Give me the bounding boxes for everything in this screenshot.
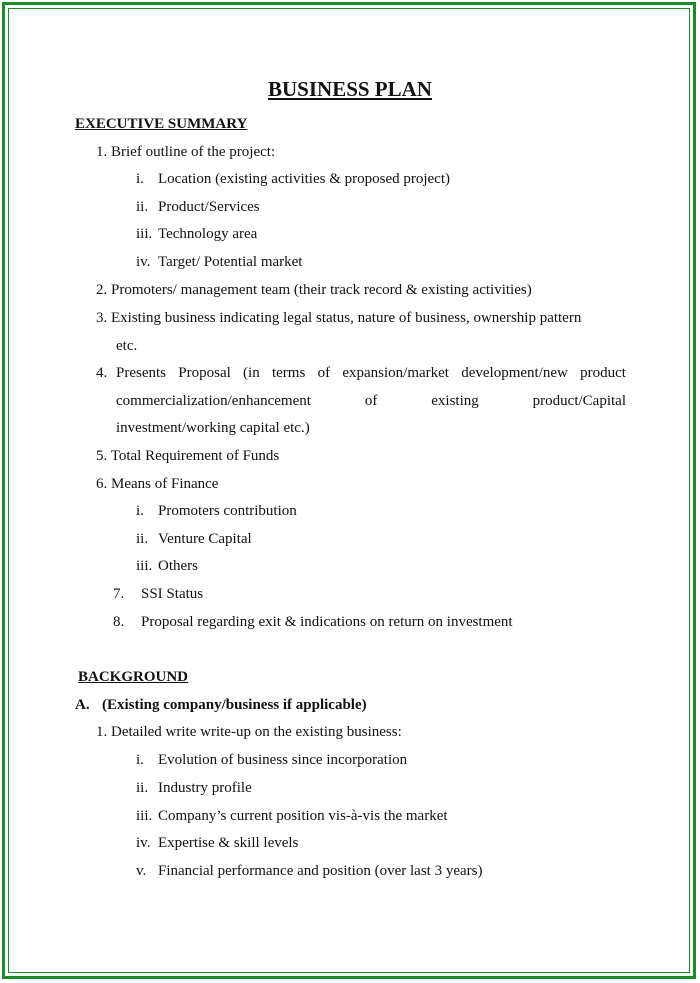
list-item [96,282,532,299]
sub-item-text: Target/ Potential market [158,254,303,270]
sub-item-number: ii. [136,531,149,547]
sub-list-item [136,226,257,243]
sub-list-item [136,863,482,880]
section-title: (Existing company/business if applicable) [102,697,367,713]
item-number: 4. [96,365,108,381]
word: existing [431,393,479,409]
list-item [96,448,279,465]
sub-list-item [136,531,252,548]
item-text-continuation: etc. [116,338,138,354]
sub-item-text: Product/Services [158,199,260,215]
sub-item-number: v. [136,863,147,879]
item-text: Detailed write write-up on the existing business: [111,724,402,740]
item-number: 1. [96,724,108,740]
sub-item-number: iv. [136,835,151,851]
item-text: Total Requirement of Funds [110,448,280,464]
list-item [113,586,203,603]
word: (in [243,365,260,381]
sub-list-item [136,808,448,825]
sub-item-text: Promoters contribution [158,503,297,519]
sub-item-text: Venture Capital [158,531,252,547]
word: Proposal [178,365,231,381]
title-text: BUSINESS PLAN [268,77,432,101]
sub-list-item [136,835,298,852]
sub-list-item [136,254,302,271]
sub-item-text: Technology area [158,226,258,242]
sub-list-item [136,558,198,575]
sub-item-number: i. [136,752,144,768]
item-text-line [116,393,626,410]
item-text: Brief outline of the project: [111,144,276,160]
sub-item-number: iii. [136,226,153,242]
item-number: 1. [96,144,108,160]
sub-item-number: iii. [136,558,153,574]
sub-item-number: iii. [136,808,153,824]
item-number: 3. [96,310,108,326]
sub-item-text: Location (existing activities & proposed project) [158,171,451,187]
word: product/Capital [532,393,626,409]
item-number: 6. [96,476,108,492]
sub-list-item [136,171,450,188]
item-text: Proposal regarding exit & indications on return on investment [141,614,513,630]
list-item [96,724,402,741]
word: of [364,393,378,409]
executive-summary-heading: EXECUTIVE SUMMARY [75,116,248,132]
item-text: Means of Finance [111,476,219,492]
sub-list-item [136,752,407,769]
word: terms [271,365,306,381]
sub-item-number: ii. [136,199,149,215]
sub-item-text: Company’s current position vis-à-vis the market [158,808,448,824]
item-number: 7. [113,586,125,602]
item-text-line [116,365,626,382]
sub-item-text: Expertise & skill levels [158,835,299,851]
sub-item-text: Financial performance and position (over last 3 years) [158,863,483,879]
section-a-heading [75,697,367,714]
sub-list-item [136,503,297,520]
word: product [580,365,626,381]
item-number: 2. [96,282,108,298]
sub-list-item [136,780,252,797]
list-item [96,476,218,493]
item-text: Promoters/ management team (their track record & existing activities) [111,282,532,298]
word: development/new [461,365,568,381]
document-title [0,77,700,102]
list-item [96,310,581,327]
sub-item-number: i. [136,503,144,519]
background-heading: BACKGROUND [78,669,189,685]
item-text: SSI Status [141,586,204,602]
list-item [113,614,513,631]
word: expansion/market [342,365,449,381]
word: Presents [116,365,166,381]
item-text: Existing business indicating legal status, nature of business, ownership pattern [111,310,582,326]
sub-list-item [136,199,260,216]
sub-item-text: Others [158,558,198,574]
sub-item-text: Industry profile [158,780,252,796]
sub-item-number: i. [136,171,144,187]
word: of [317,365,331,381]
list-item [96,144,275,161]
item-number: 5. [96,448,108,464]
sub-item-text: Evolution of business since incorporation [158,752,408,768]
item-text-continuation: investment/working capital etc.) [116,420,310,436]
section-label: A. [75,697,90,713]
word: commercialization/enhancement [116,393,311,409]
sub-item-number: ii. [136,780,149,796]
item-number: 8. [113,614,125,630]
sub-item-number: iv. [136,254,151,270]
